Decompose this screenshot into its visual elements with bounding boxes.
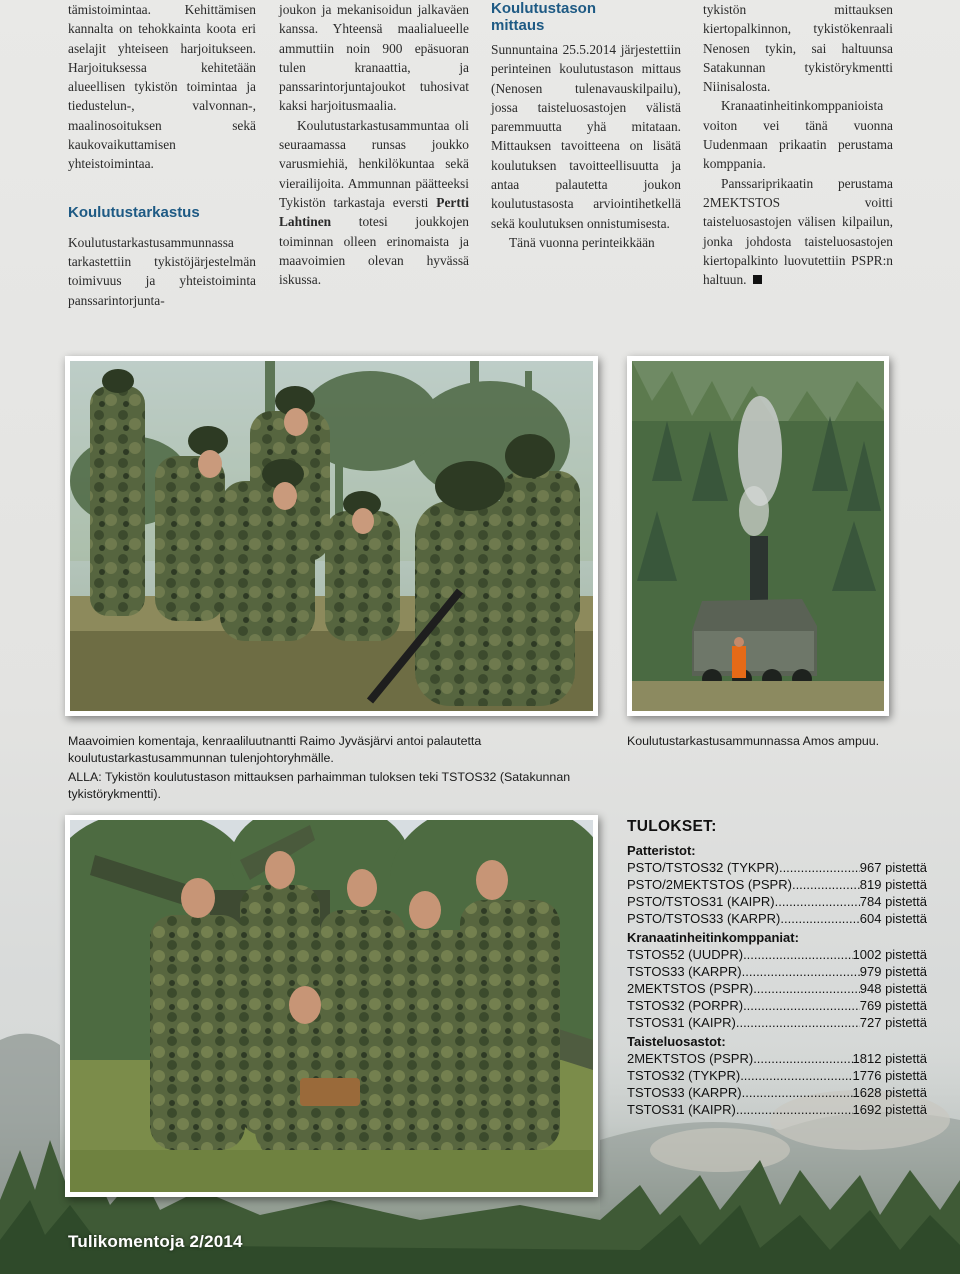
text-column-1 <box>68 0 256 310</box>
leader-dots <box>779 859 860 876</box>
end-mark-icon <box>753 275 762 284</box>
leader-dots <box>736 1101 853 1118</box>
result-label: TSTOS31 (KAIPR) <box>627 1015 736 1030</box>
leader-dots <box>742 963 860 980</box>
result-row <box>627 1050 927 1067</box>
result-row <box>627 876 927 893</box>
result-label: TSTOS33 (KARPR) <box>627 964 742 979</box>
section-heading-koulutustason-mittaus: Koulutustason mittaus <box>491 0 596 34</box>
text-column-2 <box>279 0 469 289</box>
result-label: PSTO/TSTOS31 (KAIPR) <box>627 894 775 909</box>
body-paragraph-with-name <box>279 116 469 290</box>
photo-image <box>70 361 593 711</box>
body-paragraph: Kranaatinheitinkomppanioista voiton vei tänä vuonna Uudenmaan prikaatin perustama komppania. <box>703 98 893 172</box>
result-row <box>627 1014 927 1031</box>
result-label: TSTOS33 (KARPR) <box>627 1085 742 1100</box>
result-points: 948 pistettä <box>859 981 927 996</box>
photo-winning-team <box>65 815 598 1197</box>
result-label: 2MEKTSTOS (PSPR) <box>627 1051 754 1066</box>
leader-dots <box>736 1014 860 1031</box>
photo-image <box>632 361 884 711</box>
result-label: PSTO/TSTOS32 (TYKPR) <box>627 860 779 875</box>
leader-dots <box>743 946 852 963</box>
leader-dots <box>740 1067 852 1084</box>
body-paragraph: Tänä vuonna perinteikkään <box>509 234 655 250</box>
text-column-4 <box>703 0 893 289</box>
result-label: TSTOS32 (PORPR) <box>627 998 744 1013</box>
result-row <box>627 963 927 980</box>
body-paragraph-last <box>703 174 893 290</box>
result-points: 1812 pistettä <box>852 1051 927 1066</box>
body-paragraph: tykistön mittauksen kiertopalkinnon, tykistökenraali Nenosen tykin, sai haltuunsa Satakunnan tykistörykmentti Niinisalosta. <box>703 2 893 95</box>
photo-image <box>70 820 593 1192</box>
result-label: TSTOS32 (TYKPR) <box>627 1068 741 1083</box>
leader-dots <box>753 980 860 997</box>
result-row <box>627 1067 927 1084</box>
result-points: 604 pistettä <box>859 911 927 926</box>
body-paragraph: joukon ja mekanisoidun jalkaväen kanssa. Yhteensä maalialueelle ammuttiin noin 900 epäsuoran tulen kranaattia, ja panssarintorjuntajoukot tuhosivat kaksi harjoitusmaalia. <box>279 2 469 114</box>
result-label: TSTOS31 (KAIPR) <box>627 1102 736 1117</box>
person-name: Pertti Lahtinen <box>279 194 469 230</box>
result-points: 769 pistettä <box>859 998 927 1013</box>
results-group-title: Taisteluosastot: <box>627 1034 726 1049</box>
result-points: 819 pistettä <box>859 877 927 892</box>
caption-photo-1: Maavoimien komentaja, kenraaliluutnantti Raimo Jyväsjärvi antoi palautetta koulutustarkastusammunnan tulenjohtoryhmälle. <box>68 734 482 765</box>
result-row <box>627 980 927 997</box>
leader-dots <box>753 1050 852 1067</box>
leader-dots <box>780 910 859 927</box>
caption-photos-left <box>68 733 598 803</box>
body-paragraph: Sunnuntaina 25.5.2014 järjestettiin perinteinen koulutustason mittaus (Nenosen tulenavauskilpailu), jossa taisteluosastojen välistä paremmuutta yhä mitataan. Mittauksen tavoitteena on lisätä koulutuksen tavoitteellisuutta ja antaa palautetta joukon koulutustasosta arviointihetkellä sekä koulutuksen onnistumisesta. <box>491 42 681 231</box>
leader-dots <box>743 997 860 1014</box>
results-group-kranaatinheitinkomppaniat <box>627 929 927 1031</box>
body-paragraph: tämistoimintaa. Kehittämisen kannalta on tehokkainta koota eri aselajit yhteiseen harjoitukseen. Harjoituksessa kehitetään alueellisen tykistön toimintaa ja tiedustelun-, valvonnan-, maalinosoituksen sekä kaukovaikuttamisen yhteistoimintaa. <box>68 2 256 172</box>
results-group-taisteluosastot <box>627 1033 927 1118</box>
results-box <box>627 818 927 1120</box>
result-row <box>627 859 927 876</box>
section-heading-koulutustarkastus: Koulutustarkastus <box>68 203 200 221</box>
leader-dots <box>742 1084 853 1101</box>
result-points: 979 pistettä <box>859 964 927 979</box>
result-points: 967 pistettä <box>859 860 927 875</box>
photo-amos-vehicle <box>627 356 889 716</box>
result-points: 727 pistettä <box>859 1015 927 1030</box>
result-label: TSTOS52 (UUDPR) <box>627 947 744 962</box>
result-points: 1692 pistettä <box>852 1102 927 1117</box>
result-points: 1002 pistettä <box>852 947 927 962</box>
result-row <box>627 1101 927 1118</box>
leader-dots <box>792 876 860 893</box>
caption-photo-3: ALLA: Tykistön koulutustason mittauksen parhaimman tuloksen teki TSTOS32 (Satakunnan tykistörykmentti). <box>68 770 571 801</box>
results-group-title: Patteristot: <box>627 843 696 858</box>
body-text: Koulutustarkastusammuntaa oli seuraamassa runsas joukko varusmiehiä, henkilökuntaa sekä vierailijoita. Ammunnan päätteeksi Tykistön tarkastaja eversti <box>279 117 469 210</box>
result-label: PSTO/2MEKTSTOS (PSPR) <box>627 877 792 892</box>
footer-publication: Tulikomentoja 2/2014 <box>68 1232 243 1251</box>
result-row <box>627 893 927 910</box>
result-row <box>627 1084 927 1101</box>
body-text: totesi joukkojen toiminnan olleen erinomaista ja maavoimien olevan hyvässä iskussa. <box>279 214 469 288</box>
result-label: 2MEKTSTOS (PSPR) <box>627 981 754 996</box>
text-column-3 <box>491 0 681 252</box>
caption-photo-2: Koulutustarkastusammunnassa Amos ampuu. <box>627 734 880 748</box>
photo-feedback-group <box>65 356 598 716</box>
results-title: TULOKSET: <box>627 818 717 835</box>
result-points: 1776 pistettä <box>852 1068 927 1083</box>
body-text: Panssariprikaatin perustama 2MEKTSTOS voitti taisteluosastojen välisen kilpailun, jonka johdosta taisteluosastojen kiertopalkinto luovutettiin PSPR:n haltuun. <box>703 175 893 288</box>
result-points: 784 pistettä <box>859 894 927 909</box>
result-row <box>627 997 927 1014</box>
result-row <box>627 946 927 963</box>
body-paragraph: Koulutustarkastusammunnassa tarkastettiin tykistöjärjestelmän toimivuus ja yhteistoiminta panssarintorjunta- <box>68 234 256 308</box>
leader-dots <box>775 893 860 910</box>
results-group-patteristot <box>627 842 927 927</box>
result-label: PSTO/TSTOS33 (KARPR) <box>627 911 781 926</box>
result-row <box>627 910 927 927</box>
results-group-title: Kranaatinheitinkomppaniat: <box>627 930 799 945</box>
result-points: 1628 pistettä <box>852 1085 927 1100</box>
